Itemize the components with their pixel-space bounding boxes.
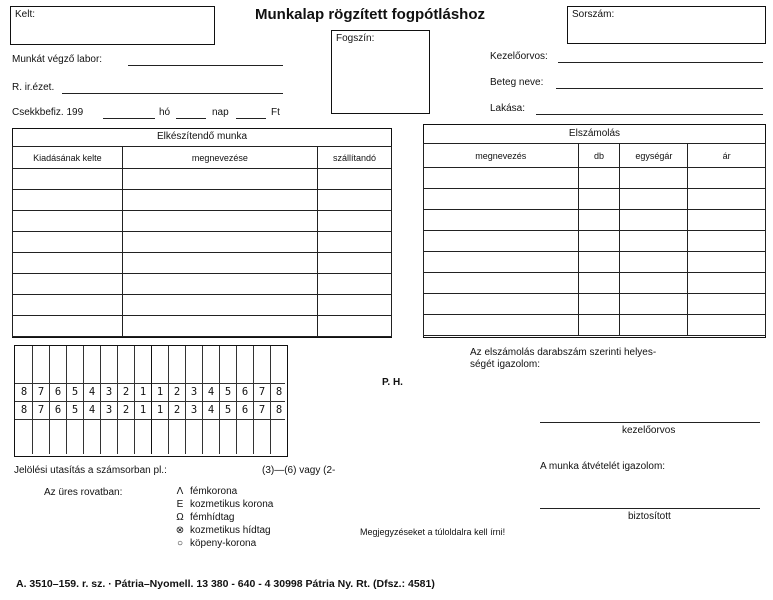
tooth-number: 5 xyxy=(224,404,232,416)
tooth-number: 8 xyxy=(20,404,28,416)
beteg-field[interactable] xyxy=(556,88,763,89)
dental-lower-number-line xyxy=(15,419,285,420)
tooth-number: 7 xyxy=(37,386,45,398)
table-row[interactable] xyxy=(424,252,766,273)
tooth-number: 1 xyxy=(139,404,147,416)
confirm-line1: Az elszámolás darabszám szerinti helyes- xyxy=(470,347,657,358)
tooth-divider xyxy=(117,346,118,454)
beteg-label: Beteg neve: xyxy=(490,77,544,88)
tooth-number: 1 xyxy=(156,386,164,398)
tooth-number: 4 xyxy=(207,386,215,398)
tooth-number: 8 xyxy=(275,386,283,398)
nap-label: nap xyxy=(212,107,229,118)
confirm-line2: ségét igazolom: xyxy=(470,359,541,370)
tooth-divider xyxy=(219,346,220,454)
dental-mid-line xyxy=(15,401,285,402)
dental-chart[interactable] xyxy=(14,345,288,457)
ures-label: Az üres rovatban: xyxy=(44,487,123,498)
tooth-divider xyxy=(100,346,101,454)
tooth-number: 5 xyxy=(71,404,79,416)
kelt-box[interactable] xyxy=(10,6,215,45)
metal-crown-icon: Λ xyxy=(176,486,184,497)
table-row[interactable] xyxy=(13,169,392,190)
billing-col-db: db xyxy=(578,144,620,168)
dental-upper-number-line xyxy=(15,383,285,384)
table-row[interactable] xyxy=(13,316,392,337)
table-row[interactable] xyxy=(424,210,766,231)
biztosito-caption: biztosított xyxy=(628,511,671,522)
tooth-number: 2 xyxy=(122,404,130,416)
labor-label: Munkát végző labor: xyxy=(12,54,103,65)
nap-field[interactable] xyxy=(236,118,266,119)
table-row[interactable] xyxy=(424,273,766,294)
billing-col-ar: ár xyxy=(688,144,766,168)
tooth-number: 4 xyxy=(88,404,96,416)
cosmetic-crown-icon: Ε xyxy=(176,499,184,510)
work-col-szallitando: szállítandó xyxy=(318,147,392,169)
tooth-number: 3 xyxy=(190,386,198,398)
tooth-divider xyxy=(32,346,33,454)
tooth-number: 7 xyxy=(258,404,266,416)
tooth-number: 6 xyxy=(54,386,62,398)
tooth-number: 1 xyxy=(139,386,147,398)
rendezet-field[interactable] xyxy=(62,93,283,94)
tooth-number: 7 xyxy=(258,386,266,398)
sorszam-label: Sorszám: xyxy=(572,9,615,20)
kezeloorvos-label: Kezelőorvos: xyxy=(490,51,548,62)
table-row[interactable] xyxy=(424,168,766,189)
tooth-divider xyxy=(185,346,186,454)
tooth-number: 5 xyxy=(224,386,232,398)
tooth-number: 2 xyxy=(173,404,181,416)
ho-label: hó xyxy=(159,107,171,118)
tooth-number: 8 xyxy=(20,386,28,398)
table-row[interactable] xyxy=(424,189,766,210)
jacket-crown-icon: ○ xyxy=(176,538,184,549)
jeloles-label: Jelölési utasítás a számsorban pl.: xyxy=(14,465,167,476)
tooth-number: 3 xyxy=(105,404,113,416)
tooth-number: 6 xyxy=(54,404,62,416)
legend-item-label: fémhídtag xyxy=(190,512,235,523)
lakasa-label: Lakása: xyxy=(490,103,526,114)
tooth-divider xyxy=(202,346,203,454)
tooth-divider xyxy=(168,346,169,454)
tooth-divider xyxy=(83,346,84,454)
billing-col-egysegar: egységár xyxy=(620,144,688,168)
metal-bridge-icon: Ω xyxy=(176,512,184,523)
tooth-divider xyxy=(49,346,50,454)
tooth-number: 2 xyxy=(122,386,130,398)
table-row[interactable] xyxy=(13,253,392,274)
labor-field[interactable] xyxy=(128,65,283,66)
legend-item-label: fémkorona xyxy=(190,486,238,497)
tooth-number: 2 xyxy=(173,386,181,398)
table-row[interactable] xyxy=(424,231,766,252)
work-col-kelte: Kiadásának kelte xyxy=(13,147,123,169)
tooth-divider xyxy=(236,346,237,454)
rendezet-label: R. ir.ézet. xyxy=(12,82,55,93)
fogszin-label: Fogszín: xyxy=(336,33,375,44)
jeloles-example: (3)—(6) vagy (2- xyxy=(262,465,336,476)
note: Megjegyzéseket a túloldalra kell írni! xyxy=(360,527,506,537)
tooth-divider xyxy=(253,346,254,454)
table-row[interactable] xyxy=(13,295,392,316)
table-row[interactable] xyxy=(13,274,392,295)
table-row[interactable] xyxy=(424,294,766,315)
kezeloorvos-signature-line[interactable] xyxy=(540,422,760,423)
ho-field[interactable] xyxy=(176,118,206,119)
cosmetic-bridge-icon: ⊗ xyxy=(175,525,185,536)
csekk-label: Csekkbefiz. 199 xyxy=(12,107,84,118)
kelt-label: Kelt: xyxy=(15,9,36,20)
legend-item-label: köpeny-korona xyxy=(190,538,257,549)
tooth-number: 7 xyxy=(37,404,45,416)
csekk-field[interactable] xyxy=(103,118,155,119)
tooth-number: 6 xyxy=(241,386,249,398)
billing-col-megnevezes: megnevezés xyxy=(424,144,579,168)
legend-item-label: kozmetikus korona xyxy=(190,499,274,510)
table-row[interactable] xyxy=(424,315,766,336)
work-table-caption: Elkészítendő munka xyxy=(156,131,248,142)
tooth-number: 1 xyxy=(156,404,164,416)
table-row[interactable] xyxy=(13,211,392,232)
tooth-number: 6 xyxy=(241,404,249,416)
billing-table xyxy=(423,143,766,336)
tooth-number: 3 xyxy=(105,386,113,398)
kezeloorvos-field[interactable] xyxy=(558,62,763,63)
tooth-midline xyxy=(151,346,152,454)
tooth-number: 4 xyxy=(88,386,96,398)
legend-item-label: kozmetikus hídtag xyxy=(190,525,271,536)
ft-label: Ft xyxy=(271,107,280,118)
tooth-number: 8 xyxy=(275,404,283,416)
billing-table-caption: Elszámolás xyxy=(568,128,621,139)
lakasa-field[interactable] xyxy=(536,114,763,115)
page-title: Munkalap rögzített fogpótláshoz xyxy=(255,6,485,23)
fogszin-box[interactable] xyxy=(331,30,430,114)
sorszam-box[interactable] xyxy=(567,6,766,44)
kezeloorvos-caption: kezelőorvos xyxy=(622,425,676,436)
tooth-divider xyxy=(134,346,135,454)
atvetel-label: A munka átvételét igazolom: xyxy=(540,461,666,472)
tooth-number: 3 xyxy=(190,404,198,416)
tooth-divider xyxy=(66,346,67,454)
tooth-number: 5 xyxy=(71,386,79,398)
footer-print-info: A. 3510–159. r. sz. · Pátria–Nyomell. 13 380 - 640 - 4 30998 Pátria Ny. Rt. (Dfsz.: 4581) xyxy=(16,578,435,590)
work-table xyxy=(12,146,392,337)
tooth-divider xyxy=(270,346,271,454)
ph-mark: P. H. xyxy=(382,377,403,388)
tooth-number: 4 xyxy=(207,404,215,416)
table-row[interactable] xyxy=(13,190,392,211)
table-row[interactable] xyxy=(13,232,392,253)
biztosito-signature-line[interactable] xyxy=(540,508,760,509)
work-col-megnevezese: megnevezése xyxy=(122,147,317,169)
